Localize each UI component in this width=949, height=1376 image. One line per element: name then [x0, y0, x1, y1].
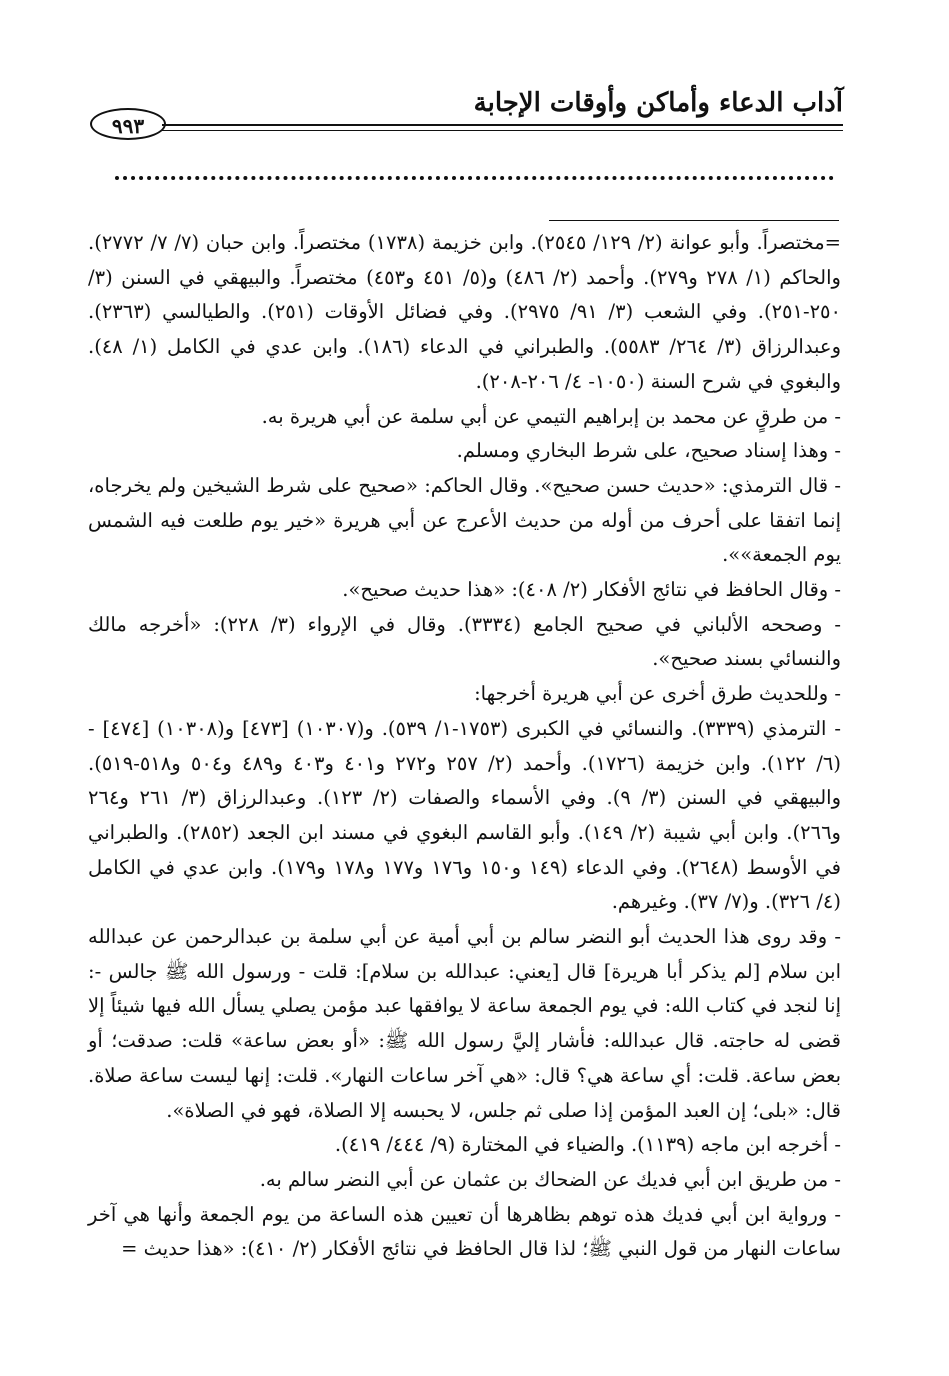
paragraph: - من طريق ابن أبي فديك عن الضحاك بن عثمان عن أبي النضر سالم به.	[259, 1167, 841, 1191]
paragraph: - ورواية ابن أبي فديك هذه توهم بظاهرها أن تعيين هذه الساعة من يوم الجمعة وأنها هي آخر ساعات النهار من قول النبي ﷺ؛ لذا قال الحافظ في نتائج الأفكار (٢/ ٤١٠): «هذا حديث =	[88, 1202, 841, 1261]
paragraph: - الترمذي (٣٣٣٩). والنسائي في الكبرى (١٧٥٣-١/ ٥٣٩). و(١٠٣٠٧) [٤٧٣] و(١٠٣٠٨) [٤٧٤] - (٦/ ١٢٢). وابن خزيمة (١٧٢٦). وأحمد (٢/ ٢٥٧ و٢٧٢ و٤٠١ و٤٠٣ و٤٨٩ و٥٠٤ و٥١٨-٥١٩). والبيهقي في السنن (٣/ ٩). وفي الأسماء والصفات (٢/ ١٢٣). وعبدالرزاق (٣/ ٢٦١ و٢٦٤ و٢٦٦). وابن أبي شيبة (٢/ ١٤٩). وأبو القاسم البغوي في مسند ابن الجعد (٢٨٥٢). والطبراني في الأوسط (٢٦٤٨). وفي الدعاء (١٤٩ و١٥٠ و١٧٦ و١٧٧ و١٧٨ و١٧٩). وابن عدي في الكامل (٤/ ٣٢٦). و(٧/ ٣٧). وغيرهم.	[88, 716, 841, 914]
paragraph: =مختصراً. وأبو عوانة (٢/ ١٢٩/ ٢٥٤٥). وابن خزيمة (١٧٣٨) مختصراً. وابن حبان (٧/ ٧/ ٢٧٧٢). والحاكم (١/ ٢٧٨ و٢٧٩). وأحمد (٢/ ٤٨٦) و(٥/ ٤٥١ و٤٥٣) مختصراً. والبيهقي في السنن (٣/ ٢٥٠-٢٥١). وفي الشعب (٣/ ٩١/ ٢٩٧٥). وفي فضائل الأوقات (٢٥١). والطيالسي (٢٣٦٣). وعبدالرزاق (٣/ ٢٦٤/ ٥٥٨٣). والطبراني في الدعاء (١٨٦). وابن عدي في الكامل (١/ ٤٨). والبغوي في شرح السنة (١٠٥٠- ٤/ ٢٠٦-٢٠٨).	[88, 231, 841, 393]
header-rule-thin	[162, 130, 843, 131]
header-rule	[162, 124, 843, 126]
footnote-rule	[549, 220, 839, 221]
paragraph: - قال الترمذي: «حديث حسن صحيح». وقال الحاكم: «صحيح على شرط الشيخين ولم يخرجاه، إنما اتفقا على أحرف من أوله من حديث الأعرج عن أبي هريرة «خير يوم طلعت فيه الشمس يوم الجمعة»».	[88, 473, 841, 567]
paragraph: - من طرقٍ عن محمد بن إبراهيم التيمي عن أبي سلمة عن أبي هريرة به.	[261, 404, 841, 428]
footnote-text	[88, 226, 841, 1267]
paragraph: - وللحديث طرق أخرى عن أبي هريرة أخرجها:	[474, 682, 841, 706]
paragraph: - أخرجه ابن ماجه (١١٣٩). والضياء في المختارة (٩/ ٤٤٤/ ٤١٩).	[334, 1133, 841, 1157]
paragraph: - وقد روى هذا الحديث أبو النضر سالم بن أبي أمية عن أبي سلمة بن عبدالرحمن عن عبدالله ابن سلام [لم يذكر أبا هريرة] قال [يعني: عبدالله بن سلام]: قلت - ورسول الله ﷺ جالس -: إنا لنجد في كتاب الله: في يوم الجمعة ساعة لا يوافقها عبد مؤمن يصلي يسأل الله فيها شيئاً إلا قضى له حاجته. قال عبدالله: فأشار إليَّ رسول الله ﷺ: «أو بعض ساعة» قلت: صدقت؛ أو بعض ساعة. قلت: أي ساعة هي؟ قال: «هي آخر ساعات النهار». قلت: إنها ليست ساعة صلاة. قال: «بلى؛ إن العبد المؤمن إذا صلى ثم جلس، لا يحبسه إلا الصلاة، فهو في الصلاة».	[88, 925, 841, 1122]
running-header	[90, 84, 843, 138]
page-title: آداب الدعاء وأماكن وأوقات الإجابة	[473, 88, 843, 118]
page-number: ٩٩٣	[90, 108, 166, 140]
paragraph: - وهذا إسناد صحيح، على شرط البخاري ومسلم.	[456, 439, 841, 463]
section-separator-dots	[115, 176, 834, 180]
paragraph: - وقال الحافظ في نتائج الأفكار (٢/ ٤٠٨): «هذا حديث صحيح».	[342, 578, 841, 602]
paragraph: - وصححه الألباني في صحيح الجامع (٣٣٣٤). وقال في الإرواء (٣/ ٢٢٨): «أخرجه مالك والنسائي بسند صحيح».	[88, 612, 841, 671]
